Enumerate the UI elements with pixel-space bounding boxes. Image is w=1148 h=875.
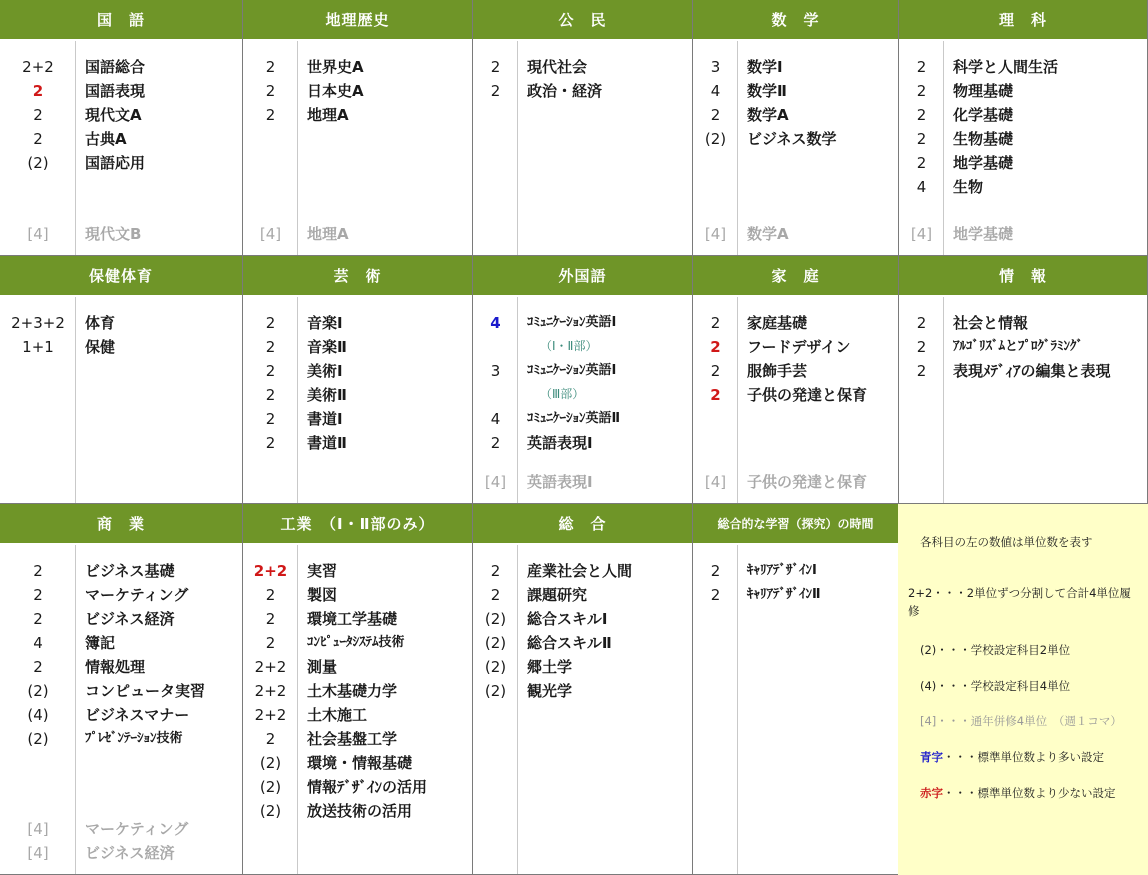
subject-body: [899, 41, 1147, 255]
course-row: [473, 559, 692, 583]
unit-count: 2: [710, 386, 721, 404]
legend-school4: (4)・・・学校設定科目4単位: [920, 679, 1071, 693]
course-name: 物理基礎: [953, 82, 1014, 100]
course-name: 郷土学: [527, 658, 573, 676]
course-name: 英語表現Ⅰ: [527, 473, 593, 491]
course-name: ビジネス経済: [85, 610, 175, 628]
subject-block-kougyou: [243, 504, 473, 875]
course-row: [243, 631, 472, 655]
course-row: [899, 359, 1147, 383]
unit-count: 2: [916, 82, 927, 100]
course-row: [693, 335, 898, 359]
course-name: 国語総合: [85, 58, 146, 76]
course-name: 古典A: [85, 130, 127, 148]
course-name: 情報ﾃﾞｻﾞｲﾝの活用: [307, 778, 428, 796]
course-name: 総合スキルⅠ: [527, 610, 608, 628]
course-name: マーケティング: [85, 586, 189, 604]
course-name: 国語応用: [85, 154, 146, 172]
subject-body: [473, 545, 692, 874]
subject-body: [473, 41, 692, 255]
course-row: [0, 607, 242, 631]
course-row: [473, 79, 692, 103]
course-row: [0, 727, 242, 751]
unit-count: [4]: [484, 473, 507, 491]
course-row: [899, 175, 1147, 199]
unit-count: 2: [916, 130, 927, 148]
course-name: 地理A: [307, 225, 349, 243]
legend-box: [898, 504, 1148, 875]
course-row: [693, 55, 898, 79]
unit-count: 2: [265, 338, 276, 356]
unit-count: 4: [490, 314, 501, 332]
course-row: [243, 55, 472, 79]
course-name: ｱﾙｺﾞﾘｽﾞﾑとﾌﾟﾛｸﾞﾗﾐﾝｸﾞ: [953, 339, 1084, 354]
course-row: [0, 703, 242, 727]
unit-count: 2: [265, 434, 276, 452]
course-name: 書道Ⅱ: [307, 434, 347, 452]
course-name: ビジネス数学: [747, 130, 837, 148]
unit-count: 4: [33, 634, 43, 652]
course-row: [693, 559, 898, 583]
subject-body: [473, 297, 692, 503]
course-row: [899, 151, 1147, 175]
course-row: [243, 775, 472, 799]
course-name: 社会基盤工学: [307, 730, 398, 748]
course-row: [243, 559, 472, 583]
course-name: 土木基礎力学: [307, 682, 398, 700]
course-row: [899, 79, 1147, 103]
legend-concurrent: [4]・・・通年併修4単位 （週１コマ）: [920, 714, 1122, 728]
subject-header: 公 民: [473, 0, 692, 40]
unit-count: (2): [27, 154, 49, 172]
unit-count: (2): [484, 634, 507, 652]
course-row: [0, 79, 242, 103]
course-name: （Ⅰ・Ⅱ部）: [540, 339, 598, 353]
subject-block-tankyu: [693, 504, 899, 875]
unit-count: 2: [265, 106, 276, 124]
unit-count: 3: [490, 362, 501, 380]
unit-count: 2: [265, 730, 276, 748]
course-row: [899, 311, 1147, 335]
course-row: [899, 103, 1147, 127]
subject-block-katei: [693, 256, 899, 504]
unit-count: 2: [33, 610, 43, 628]
course-row: [243, 431, 472, 455]
subject-header: 地理歴史: [243, 0, 472, 40]
course-row: [693, 383, 898, 407]
unit-count: 4: [710, 82, 721, 100]
unit-count: (2): [259, 802, 282, 820]
course-name: ｺﾐｭﾆｹｰｼｮﾝ英語Ⅰ: [527, 363, 617, 378]
subject-header: 保健体育: [0, 256, 242, 296]
course-name: 生物: [953, 178, 984, 196]
legend-blue-desc: ・・・標準単位数より多い設定: [943, 750, 1104, 764]
course-name: 課題研究: [527, 586, 588, 604]
unit-count: 2: [916, 58, 927, 76]
course-name: 表現ﾒﾃﾞｨｱの編集と表現: [953, 362, 1111, 380]
course-name: ﾌﾟﾚｾﾞﾝﾃｰｼｮﾝ技術: [85, 731, 183, 746]
unit-count: (2): [259, 778, 282, 796]
course-row: [693, 79, 898, 103]
course-name: 体育: [85, 314, 116, 332]
course-name: ビジネス基礎: [85, 562, 175, 580]
course-row: [243, 359, 472, 383]
subject-body: [693, 297, 898, 503]
unit-count: 2: [490, 58, 501, 76]
course-name: 環境・情報基礎: [307, 754, 413, 772]
course-name: 英語表現Ⅰ: [527, 434, 593, 452]
course-row: [0, 655, 242, 679]
course-name: 社会と情報: [953, 314, 1029, 332]
course-row: [899, 55, 1147, 79]
course-row: [693, 103, 898, 127]
course-name: 科学と人間生活: [953, 58, 1059, 76]
unit-count: 2: [710, 338, 721, 356]
course-row: [899, 222, 1147, 246]
unit-count: 2+2: [22, 58, 54, 76]
course-name: 子供の発達と保育: [747, 386, 868, 404]
course-name: 世界史A: [307, 58, 364, 76]
course-row: [473, 335, 692, 357]
subject-block-geijutsu: [243, 256, 473, 504]
unit-count: (4): [27, 706, 49, 724]
subject-block-rika: [899, 0, 1148, 256]
unit-count: 4: [490, 410, 501, 428]
unit-count: (2): [484, 682, 507, 700]
subject-body: [243, 545, 472, 874]
unit-count: 2: [33, 658, 43, 676]
course-name: 製図: [307, 586, 338, 604]
unit-count: 2: [265, 386, 276, 404]
subject-body: [0, 297, 242, 503]
course-row: [899, 335, 1147, 359]
unit-count: 2+2: [253, 562, 288, 580]
subject-block-shougyou: [0, 504, 243, 875]
subject-body: [243, 41, 472, 255]
course-row: [243, 79, 472, 103]
course-row: [473, 359, 692, 383]
unit-count: (2): [704, 130, 727, 148]
course-name: 化学基礎: [953, 106, 1014, 124]
unit-count: [4]: [27, 844, 49, 862]
unit-count: 1+1: [22, 338, 54, 356]
course-name: 現代文A: [85, 106, 142, 124]
course-name: 地学基礎: [953, 154, 1014, 172]
unit-count: 2: [710, 362, 721, 380]
course-row: [243, 727, 472, 751]
course-row: [473, 431, 692, 455]
legend-red: [920, 785, 1116, 801]
subject-body: [693, 41, 898, 255]
unit-count: 2: [710, 562, 721, 580]
unit-count: 2: [710, 586, 721, 604]
subject-header: 数 学: [693, 0, 898, 40]
unit-count: (2): [27, 682, 49, 700]
course-name: ｷｬﾘｱﾃﾞｻﾞｲﾝⅠ: [747, 563, 817, 578]
subject-body: [0, 41, 242, 255]
subject-block-jouhou: [899, 256, 1148, 504]
course-name: 政治・経済: [527, 82, 603, 100]
course-name: コンピュータ実習: [85, 682, 206, 700]
subject-block-hoken: [0, 256, 243, 504]
unit-count: [4]: [704, 473, 727, 491]
course-row: [693, 583, 898, 607]
course-name: 家庭基礎: [747, 314, 808, 332]
course-name: 美術Ⅱ: [307, 386, 347, 404]
unit-count: 2+3+2: [11, 314, 65, 332]
unit-count: 2: [916, 106, 927, 124]
unit-count: 2: [490, 562, 501, 580]
course-name: 服飾手芸: [747, 362, 808, 380]
legend-blue: [920, 749, 1104, 765]
subject-body: [899, 297, 1147, 503]
subject-body: [243, 297, 472, 503]
course-name: 生物基礎: [953, 130, 1014, 148]
unit-count: 2: [265, 362, 276, 380]
unit-count: 2+2: [254, 682, 287, 700]
unit-count: 3: [710, 58, 721, 76]
course-name: 土木施工: [307, 706, 368, 724]
unit-count: (2): [484, 610, 507, 628]
course-row: [0, 127, 242, 151]
course-name: 産業社会と人間: [527, 562, 633, 580]
course-row: [243, 407, 472, 431]
course-name: 美術Ⅰ: [307, 362, 343, 380]
course-name: ビジネスマナー: [85, 706, 190, 724]
course-row: [243, 607, 472, 631]
course-row: [473, 55, 692, 79]
legend-split: 2+2・・・2単位ずつ分割して合計4単位履修: [908, 586, 1131, 618]
subject-header: 情 報: [899, 256, 1147, 296]
subject-block-sougou: [473, 504, 693, 875]
course-name: 書道Ⅰ: [307, 410, 343, 428]
course-row: [693, 311, 898, 335]
course-name: 実習: [307, 562, 338, 580]
course-row: [0, 151, 242, 175]
subject-block-koumin: [473, 0, 693, 256]
unit-count: 2: [916, 338, 927, 356]
unit-count: 2: [265, 58, 276, 76]
course-name: 現代社会: [527, 58, 588, 76]
course-name: フードデザイン: [747, 338, 851, 356]
course-name: マーケティング: [85, 820, 189, 838]
course-row: [473, 407, 692, 431]
unit-count: [4]: [259, 225, 282, 243]
unit-count: (2): [27, 730, 49, 748]
course-name: 測量: [307, 658, 338, 676]
unit-count: 2: [265, 610, 276, 628]
course-name: 国語表現: [85, 82, 146, 100]
course-name: 子供の発達と保育: [747, 473, 868, 491]
course-name: 簿記: [85, 634, 116, 652]
legend-intro: 各科目の左の数値は単位数を表す: [920, 535, 1093, 549]
course-row: [473, 311, 692, 335]
unit-count: 2: [265, 410, 276, 428]
course-row: [243, 799, 472, 823]
course-row: [693, 470, 898, 494]
unit-count: 2+2: [254, 706, 287, 724]
course-row: [243, 383, 472, 407]
course-name: ｺﾝﾋﾟｭｰﾀｼｽﾃﾑ技術: [307, 635, 405, 650]
subject-header: 芸 術: [243, 256, 472, 296]
unit-count: 2: [33, 562, 43, 580]
course-row: [0, 841, 242, 865]
unit-count: 2: [710, 106, 721, 124]
course-row: [899, 127, 1147, 151]
course-name: 数学Ⅰ: [747, 58, 783, 76]
subject-body: [693, 545, 898, 874]
subject-block-gaikokugo: [473, 256, 693, 504]
unit-count: 2+2: [254, 658, 287, 676]
course-row: [243, 311, 472, 335]
subject-header: 外国語: [473, 256, 692, 296]
unit-count: 2: [490, 82, 501, 100]
unit-count: 2: [265, 82, 276, 100]
unit-count: 2: [33, 130, 43, 148]
subject-body: [0, 545, 242, 874]
course-name: 数学A: [747, 225, 789, 243]
course-row: [243, 335, 472, 359]
course-row: [693, 222, 898, 246]
course-name: 地学基礎: [953, 225, 1014, 243]
course-row: [0, 817, 242, 841]
unit-count: 2: [916, 154, 927, 172]
subject-header: 総合的な学習（探究）の時間: [693, 504, 898, 544]
course-row: [0, 559, 242, 583]
subject-header: 工業 （Ⅰ・Ⅱ部のみ）: [243, 504, 472, 544]
course-name: （Ⅲ部）: [540, 387, 585, 401]
unit-count: 2: [33, 586, 43, 604]
unit-count: 2: [710, 314, 721, 332]
course-row: [243, 222, 472, 246]
course-row: [0, 679, 242, 703]
legend-school2: (2)・・・学校設定科目2単位: [920, 643, 1071, 657]
unit-count: (2): [484, 658, 507, 676]
course-name: 保健: [85, 338, 116, 356]
unit-count: (2): [259, 754, 282, 772]
course-row: [473, 470, 692, 494]
course-name: ｷｬﾘｱﾃﾞｻﾞｲﾝⅡ: [747, 587, 821, 602]
course-name: 日本史A: [307, 82, 364, 100]
unit-count: 2: [33, 106, 43, 124]
course-row: [473, 655, 692, 679]
unit-count: 2: [916, 362, 927, 380]
course-row: [243, 103, 472, 127]
unit-count: 2: [916, 314, 927, 332]
subject-block-chireki: [243, 0, 473, 256]
course-name: ｺﾐｭﾆｹｰｼｮﾝ英語Ⅱ: [527, 411, 621, 426]
legend-red-desc: ・・・標準単位数より少ない設定: [943, 786, 1116, 800]
unit-count: [4]: [910, 225, 933, 243]
course-name: 音楽Ⅰ: [307, 314, 343, 332]
course-name: ｺﾐｭﾆｹｰｼｮﾝ英語Ⅰ: [527, 315, 617, 330]
course-row: [0, 103, 242, 127]
course-row: [243, 751, 472, 775]
course-name: 観光学: [527, 682, 573, 700]
course-name: 総合スキルⅡ: [527, 634, 612, 652]
course-row: [0, 311, 242, 335]
course-row: [0, 55, 242, 79]
unit-count: 2: [490, 586, 501, 604]
course-name: 放送技術の活用: [307, 802, 413, 820]
course-row: [0, 335, 242, 359]
subject-block-kokugo: [0, 0, 243, 256]
legend-blue-word: 青字: [920, 750, 943, 764]
unit-count: 4: [916, 178, 927, 196]
course-row: [0, 583, 242, 607]
unit-count: 2: [490, 434, 501, 452]
legend-red-word: 赤字: [920, 786, 943, 800]
unit-count: [4]: [27, 225, 49, 243]
course-row: [0, 222, 242, 246]
subject-block-suugaku: [693, 0, 899, 256]
unit-count: [4]: [27, 820, 49, 838]
unit-count: 2: [265, 586, 276, 604]
course-row: [473, 607, 692, 631]
course-name: 音楽Ⅱ: [307, 338, 347, 356]
course-row: [693, 359, 898, 383]
course-name: 地理A: [307, 106, 349, 124]
course-name: 環境工学基礎: [307, 610, 398, 628]
course-row: [0, 631, 242, 655]
subject-header: 家 庭: [693, 256, 898, 296]
course-name: 数学A: [747, 106, 789, 124]
course-row: [473, 383, 692, 405]
unit-count: 2: [32, 82, 44, 100]
course-row: [473, 583, 692, 607]
course-row: [473, 631, 692, 655]
unit-count: 2: [265, 634, 276, 652]
subject-header: 商 業: [0, 504, 242, 544]
course-row: [693, 127, 898, 151]
course-row: [243, 655, 472, 679]
course-row: [243, 583, 472, 607]
unit-count: [4]: [704, 225, 727, 243]
course-name: 数学Ⅱ: [747, 82, 787, 100]
course-name: 現代文B: [85, 225, 142, 243]
course-name: ビジネス経済: [85, 844, 175, 862]
subject-header: 理 科: [899, 0, 1147, 40]
unit-count: 2: [265, 314, 276, 332]
course-row: [243, 703, 472, 727]
course-name: 情報処理: [85, 658, 146, 676]
subject-header: 国 語: [0, 0, 242, 40]
course-row: [243, 679, 472, 703]
course-row: [473, 679, 692, 703]
subject-header: 総 合: [473, 504, 692, 544]
